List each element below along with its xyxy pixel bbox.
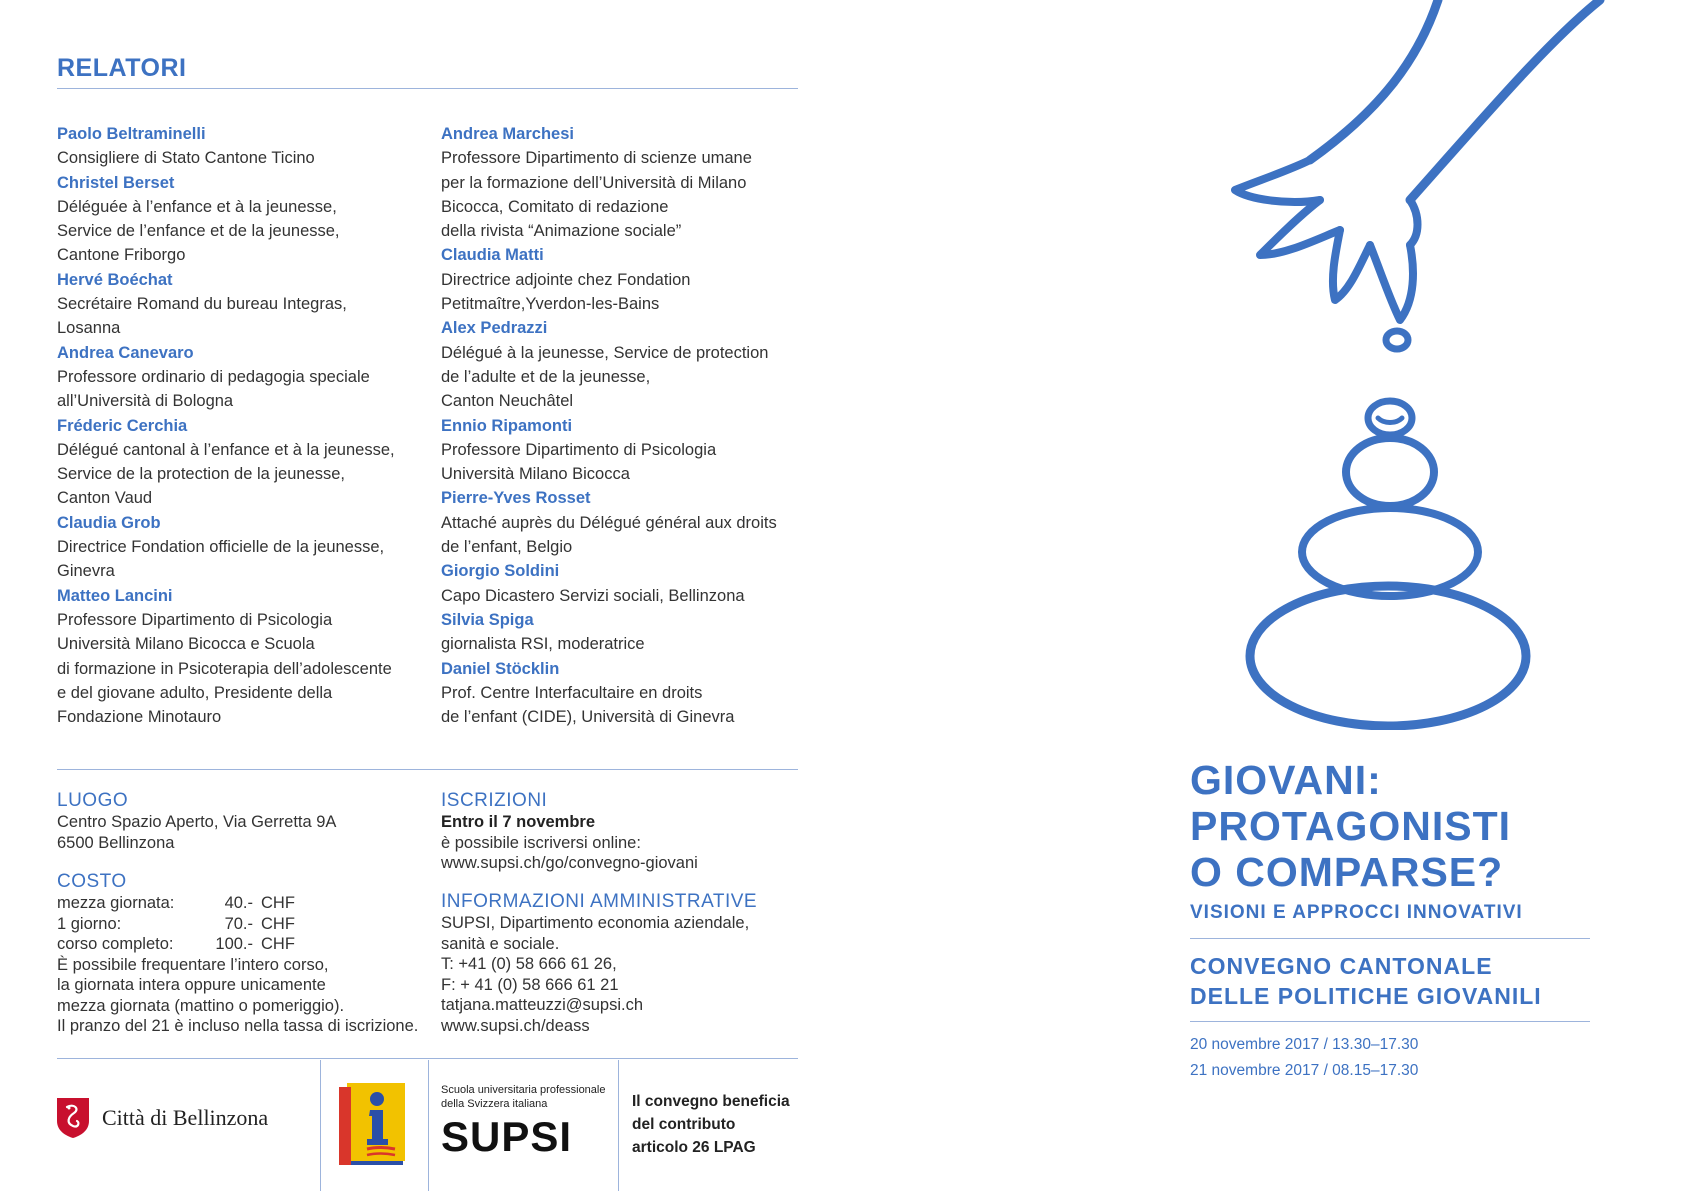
cost-currency: CHF — [261, 894, 295, 912]
speaker-name: Pierre-Yves Rosset — [441, 489, 591, 508]
cost-currency: CHF — [261, 935, 295, 953]
info-giovani-logo — [337, 1083, 405, 1167]
cost-label: corso completo: — [57, 935, 174, 953]
iscrizioni-deadline: Entro il 7 novembre — [441, 813, 596, 831]
speaker-entry — [57, 414, 427, 511]
relatori-title: RELATORI — [57, 54, 187, 82]
cost-label: 1 giorno: — [57, 914, 122, 933]
logo-divider — [618, 1060, 619, 1191]
divider — [1190, 938, 1590, 939]
speaker-role: Professore Dipartimento di scienze umane per la formazione dell’Università di Milano Bicocca, Comitato di redazione della rivista “Animazione sociale” — [441, 149, 752, 241]
speaker-entry — [441, 414, 831, 487]
speaker-entry — [441, 559, 831, 608]
speaker-entry — [441, 608, 831, 657]
cost-amount: 40.- — [224, 894, 253, 912]
speaker-name: Christel Berset — [57, 173, 175, 192]
speaker-role: Professore Dipartimento di Psicologia Università Milano Bicocca — [441, 440, 717, 484]
cost-currency: CHF — [261, 914, 295, 933]
hand-stones-icon — [1190, 0, 1610, 730]
hand-stacking-stones-illustration — [1190, 0, 1610, 735]
convegno-title: CONVEGNO CANTONALE DELLE POLITICHE GIOVANILI — [1190, 953, 1542, 1009]
cover-subtitle: VISIONI E APPROCCI INNOVATIVI — [1190, 902, 1523, 923]
cover-title: GIOVANI: PROTAGONISTI O COMPARSE? — [1190, 757, 1512, 895]
cost-amount: 100.- — [215, 935, 253, 953]
cost-row — [57, 934, 418, 955]
speaker-role: giornalista RSI, moderatrice — [441, 635, 645, 654]
speaker-role: Délégué à la jeunesse, Service de protection de l’adulte et de la jeunesse, Canton Neuchâtel — [441, 343, 769, 411]
luogo-text: Centro Spazio Aperto, Via Gerretta 9A 6500 Bellinzona — [57, 813, 337, 852]
speaker-name: Claudia Grob — [57, 513, 161, 532]
luogo-section — [57, 790, 336, 853]
speaker-role: Délégué cantonal à l’enfance et à la jeunesse, Service de la protection de la jeunesse, Canton Vaud — [57, 440, 395, 508]
speaker-entry — [57, 268, 427, 341]
speaker-name: Hervé Boéchat — [57, 270, 173, 289]
speaker-name: Giorgio Soldini — [441, 562, 560, 581]
speaker-name: Daniel Stöcklin — [441, 659, 560, 678]
speaker-role: Consigliere di Stato Cantone Ticino — [57, 149, 315, 168]
speakers-left-column — [57, 122, 427, 729]
speaker-name: Andrea Marchesi — [441, 125, 574, 143]
speaker-entry — [441, 486, 831, 559]
speaker-name: Alex Pedrazzi — [441, 319, 548, 338]
speaker-name: Silvia Spiga — [441, 610, 534, 629]
contribution-note: Il convegno beneficia del contributo articolo 26 LPAG — [632, 1093, 790, 1156]
speaker-role: Professore ordinario di pedagogia speciale all’Università di Bologna — [57, 367, 370, 411]
speaker-entry — [57, 584, 427, 730]
event-date-1: 20 novembre 2017 / 13.30–17.30 — [1190, 1036, 1419, 1053]
speaker-entry — [57, 171, 427, 268]
iscrizioni-title: ISCRIZIONI — [441, 790, 548, 811]
citta-bellinzona-logo — [56, 1097, 268, 1139]
info-admin-section — [441, 891, 757, 1036]
speaker-entry — [57, 122, 427, 171]
bellinzona-crest-icon — [56, 1097, 90, 1139]
speaker-entry — [441, 243, 831, 316]
speaker-role: Déléguée à l’enfance et à la jeunesse, Service de l’enfance et de la jeunesse, Cantone Friborgo — [57, 197, 340, 265]
speaker-role: Directrice Fondation officielle de la jeunesse, Ginevra — [57, 538, 385, 581]
speaker-entry — [441, 122, 831, 243]
divider — [57, 88, 798, 89]
speaker-role: Professore Dipartimento di Psicologia Università Milano Bicocca e Scuola di formazione in Psicoterapia dell’adolescente e del giovane adulto, Presidente della Fondazione Minotauro — [57, 610, 392, 727]
logo-divider — [320, 1060, 321, 1191]
speaker-role: Capo Dicastero Servizi sociali, Bellinzona — [441, 586, 745, 605]
cost-row — [57, 893, 418, 914]
speaker-name: Fréderic Cerchia — [57, 416, 188, 435]
costo-section — [57, 871, 418, 1037]
cost-amount: 70.- — [224, 914, 253, 933]
costo-title: COSTO — [57, 871, 127, 892]
supsi-subtitle: Scuola universitaria professionale della Svizzera italiana — [441, 1084, 606, 1110]
speaker-entry — [57, 511, 427, 584]
city-name: Città di Bellinzona — [102, 1105, 269, 1130]
speaker-entry — [441, 657, 831, 730]
speakers-right-column — [441, 122, 831, 729]
logo-divider — [428, 1060, 429, 1191]
divider — [57, 769, 798, 770]
info-admin-text: SUPSI, Dipartimento economia aziendale, sanità e sociale. T: +41 (0) 58 666 61 26, F: + 41 (0) 58 666 61 21 tatjana.matteuzzi@supsi.ch www.supsi.ch/deass — [441, 914, 750, 1035]
speaker-name: Matteo Lancini — [57, 586, 173, 605]
cost-row — [57, 914, 418, 935]
luogo-title: LUOGO — [57, 790, 129, 811]
cost-label: mezza giornata: — [57, 894, 175, 912]
info-admin-title: INFORMAZIONI AMMINISTRATIVE — [441, 891, 758, 912]
divider — [1190, 1021, 1590, 1022]
speaker-entry — [57, 341, 427, 414]
speaker-role: Secrétaire Romand du bureau Integras, Losanna — [57, 295, 347, 338]
speaker-entry — [441, 316, 831, 413]
speaker-name: Andrea Canevaro — [57, 343, 194, 362]
event-date-2: 21 novembre 2017 / 08.15–17.30 — [1190, 1062, 1419, 1079]
speaker-name: Claudia Matti — [441, 246, 544, 265]
iscrizioni-text: è possibile iscriversi online: www.supsi.ch/go/convegno-giovani — [441, 833, 698, 872]
speaker-role: Directrice adjointe chez Fondation Petitmaître,Yverdon-les-Bains — [441, 270, 691, 314]
divider — [57, 1058, 798, 1059]
speaker-name: Ennio Ripamonti — [441, 416, 573, 435]
speaker-role: Prof. Centre Interfacultaire en droits de l’enfant (CIDE), Università di Ginevra — [441, 683, 735, 727]
iscrizioni-section — [441, 790, 698, 874]
speaker-role: Attaché auprès du Délégué général aux droits de l’enfant, Belgio — [441, 513, 777, 557]
supsi-logo: SUPSI — [441, 1113, 573, 1160]
speaker-name: Paolo Beltraminelli — [57, 125, 206, 143]
costo-note: È possibile frequentare l’intero corso, la giornata intera oppure unicamente mezza giornata (mattino o pomeriggio). Il pranzo del 21 è incluso nella tassa di iscrizione. — [57, 955, 419, 1035]
